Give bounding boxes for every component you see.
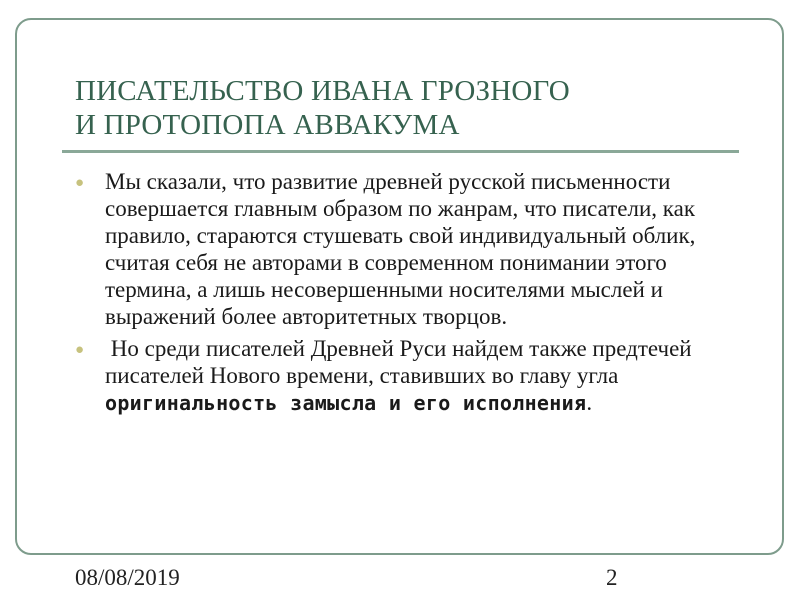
bullet-item-1 <box>75 168 740 330</box>
bullet-text-2: Но среди писателей Древней Руси найдем также предтечей писателей Нового времени, ставивших во главу угла <box>105 336 698 388</box>
slide-title <box>75 74 735 142</box>
page-number: 2 <box>606 565 618 590</box>
bullet-text-2-emphasis: оригинальность замысла и его исполнения <box>105 391 587 415</box>
footer-date: 08/08/2019 <box>75 565 180 590</box>
bullet-dot-icon: ● <box>75 175 85 191</box>
slide-title-line-2: И ПРОТОПОПА АВВАКУМА <box>75 109 460 141</box>
bullet-text-1: Мы сказали, что развитие древней русской письменности совершается главным образом по жанрам, что писатели, как правило, стараются стушевать свой индивидуальный облик, считая себя не авторами в современном понимании этого термина, а лишь несовершенными носителями мыслей и выражений более авторитетных творцов. <box>105 169 696 329</box>
slide-title-line-1: ПИСАТЕЛЬСТВО ИВАНА ГРОЗНОГО <box>75 75 570 107</box>
title-divider <box>62 150 739 153</box>
bullet-text-2-end: . <box>586 390 593 415</box>
bullet-dot-icon: ● <box>75 342 85 358</box>
slide-body <box>75 168 740 422</box>
bullet-item-2 <box>75 335 740 417</box>
